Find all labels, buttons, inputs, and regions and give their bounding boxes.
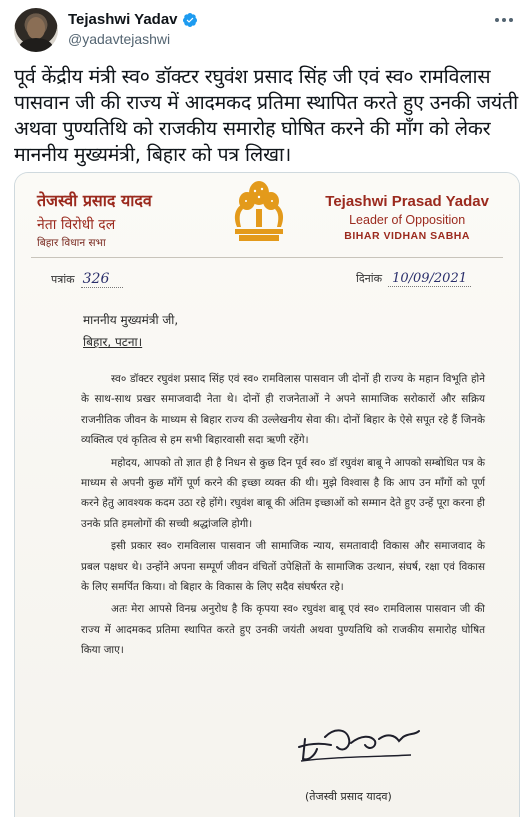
letterhead-english-title: Leader of Opposition [349, 213, 466, 227]
letter-paper [15, 173, 519, 817]
tweet-text: पूर्व केंद्रीय मंत्री स्व० डॉक्टर रघुवंश प्रसाद सिंह जी एवं स्व० रामविलास पासवान जी की राज्य में आदमकद प्रतिमा स्थापित करते हुए उनकी जयंती अथवा पुण्यतिथि को राजकीय समारोह घोषित करने की माँग को लेकर माननीय मुख्यमंत्री, बिहार को पत्र लिखा। [14, 65, 518, 166]
tweet-image[interactable] [14, 172, 520, 817]
avatar-face [27, 17, 45, 39]
letterhead-divider [31, 257, 503, 258]
letterhead-hindi-org: बिहार विधान सभा [37, 237, 106, 249]
avatar[interactable] [14, 8, 58, 52]
more-options-icon[interactable] [492, 12, 516, 28]
reference-label: पत्रांक [51, 273, 75, 286]
salutation: माननीय मुख्यमंत्री जी, [83, 313, 179, 327]
user-handle[interactable]: @yadavtejashwi [68, 31, 171, 47]
more-dot [509, 18, 513, 22]
display-name[interactable]: Tejashwi Yadav [68, 11, 178, 28]
verified-badge-icon [182, 12, 198, 28]
letterhead-english-org: BIHAR VIDHAN SABHA [344, 230, 470, 242]
letter-paragraph: अतः मेरा आपसे विनम्र अनुरोध है कि कृपया स्व० रघुवंश बाबू एवं स्व० रामविलास पासवान जी की राज्य में आदमकद प्रतिमा स्थापित करते हुए उनकी जयंती अथवा पुण्यतिथि को राजकीय समारोह घोषित किया जाए। [81, 603, 485, 657]
address: बिहार, पटना। [83, 335, 143, 349]
more-dot [502, 18, 506, 22]
letterhead-hindi-title: नेता विरोधी दल [37, 217, 116, 233]
reference-number [51, 271, 123, 287]
more-dot [495, 18, 499, 22]
letter-paragraph: महोदय, आपको तो ज्ञात ही है निधन से कुछ दिन पूर्व स्व० डॉ रघुवंश बाबू ने आपको सम्बोधित पत्र के माध्यम से अपनी कुछ माँगें पूर्ण करने की इच्छा व्यक्त की थी। मुझे विश्वास है कि आप उन माँगों को पूर्ण करने हेतु आवश्यक कदम उठा रहे होंगे। रघुवंश बाबू की अंतिम इच्छाओं को सम्मान देते हुए उन्हें पूरा करना ही उनके प्रति हमलोगों की सच्ची श्रद्धांजलि होगी। [81, 456, 485, 530]
tweet-header [14, 8, 518, 56]
letter-paragraph: इसी प्रकार स्व० रामविलास पासवान जी सामाजिक न्याय, समतावादी विकास और समाजवाद के प्रबल पक्षधर थे। उन्होंने अपना सम्पूर्ण जीवन वंचितों उपेक्षितों के सामाजिक उत्थान, संघर्ष, रक्षा एवं विकास के लिए समर्पित किया। वो बिहार के विकास के लिए सदैव संघर्षरत रहे। [81, 540, 485, 594]
avatar-body [19, 38, 53, 52]
signatory-name: (तेजस्वी प्रसाद यादव) [305, 790, 392, 803]
date-label: दिनांक [355, 272, 383, 285]
letter-date [356, 271, 471, 286]
letterhead-hindi [37, 189, 152, 250]
letterhead-hindi-name: तेजस्वी प्रसाद यादव [37, 191, 152, 210]
date-value: 10/09/2021 [388, 271, 471, 287]
letterhead-english-name: Tejashwi Prasad Yadav [325, 193, 489, 210]
signature-icon [291, 717, 431, 767]
letter-body [81, 369, 485, 663]
letterhead-english [325, 193, 489, 242]
name-line [68, 11, 198, 28]
letter-paragraph: स्व० डॉक्टर रघुवंश प्रसाद सिंह एवं स्व० रामविलास पासवान जी दोनों ही राज्य के महान विभूति होने के साथ-साथ प्रखर समाजवादी नेता थे। दोनों ही राजनेताओं ने अपने सामाजिक सरोकारों और सक्रिय राजनीतिक जीवन के माध्यम से बिहार राज्य की उल्लेखनीय सेवा की। दोनों बिहार के ऐसे सपूत रहे हैं जिनके व्यक्तित्व एवं कृतित्व से हम सभी बिहारवासी सदा ऋणी रहेंगे। [81, 373, 485, 447]
salutation-block [83, 309, 178, 353]
reference-value: 326 [81, 271, 124, 288]
bihar-emblem-icon [229, 179, 289, 245]
